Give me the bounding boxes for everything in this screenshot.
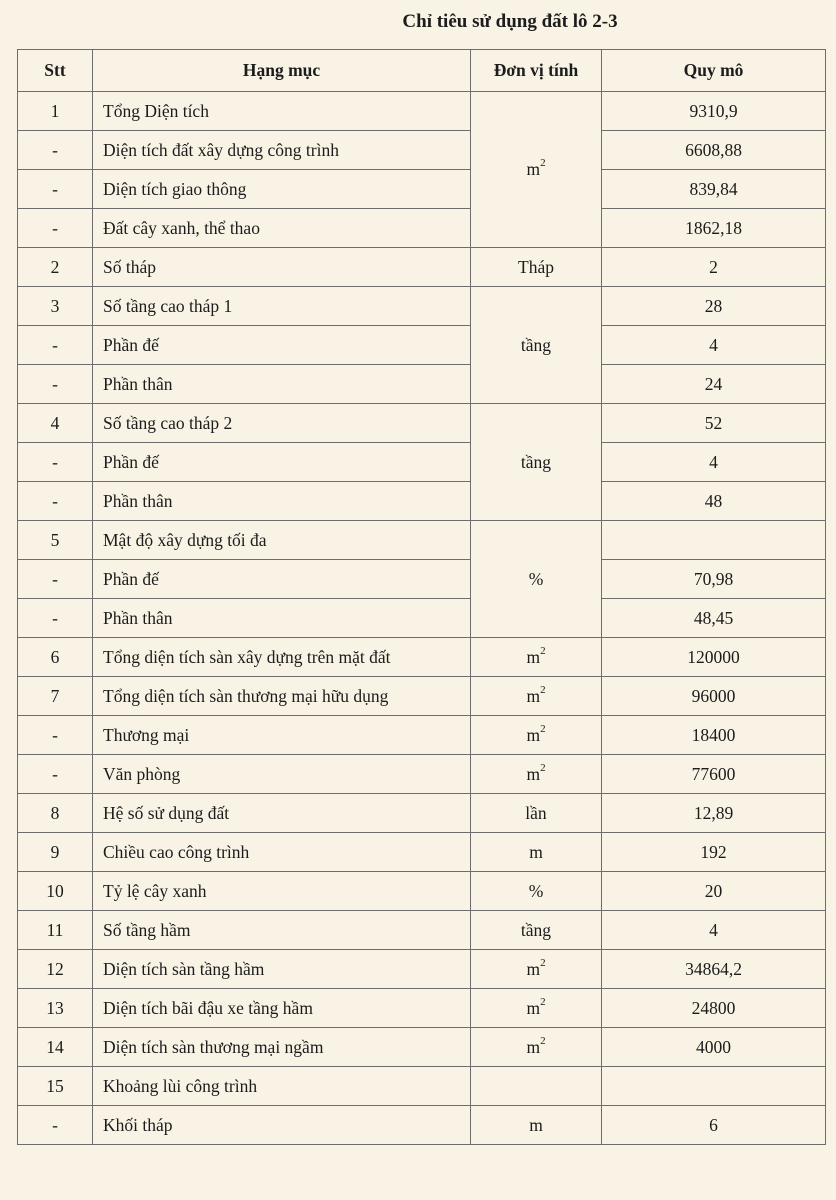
table-header-row (18, 50, 826, 92)
table-row (18, 950, 826, 989)
stt-cell: - (18, 599, 93, 638)
item-cell: Phần đế (93, 560, 471, 599)
item-cell: Số tầng hầm (93, 911, 471, 950)
item-cell: Diện tích sàn thương mại ngầm (93, 1028, 471, 1067)
unit-superscript: 2 (540, 1034, 546, 1047)
stt-cell: - (18, 131, 93, 170)
table-row (18, 794, 826, 833)
unit-text: m (526, 159, 541, 179)
stt-cell: 8 (18, 794, 93, 833)
stt-cell: - (18, 443, 93, 482)
item-cell: Phần thân (93, 365, 471, 404)
table-row (18, 755, 826, 794)
unit-text: m (526, 763, 541, 784)
unit-text: m (526, 646, 541, 667)
unit-superscript: 2 (540, 761, 546, 774)
item-cell: Phần thân (93, 482, 471, 521)
value-cell: 20 (602, 872, 826, 911)
unit-cell: Tháp (471, 248, 602, 287)
unit-cell (471, 1067, 602, 1106)
unit-text: m (526, 724, 541, 745)
land-use-table (17, 49, 826, 1145)
unit-cell (471, 1028, 602, 1067)
item-cell: Mật độ xây dựng tối đa (93, 521, 471, 560)
unit-cell: % (471, 521, 602, 638)
item-cell: Tổng diện tích sàn thương mại hữu dụng (93, 677, 471, 716)
table-row (18, 404, 826, 443)
unit-cell (471, 755, 602, 794)
value-cell (602, 1067, 826, 1106)
unit-cell: lần (471, 794, 602, 833)
table-row (18, 365, 826, 404)
item-cell: Khoảng lùi công trình (93, 1067, 471, 1106)
value-cell: 12,89 (602, 794, 826, 833)
item-cell: Diện tích sàn tầng hầm (93, 950, 471, 989)
unit-cell (471, 716, 602, 755)
value-cell: 96000 (602, 677, 826, 716)
stt-cell: 15 (18, 1067, 93, 1106)
table-row (18, 833, 826, 872)
stt-cell: 9 (18, 833, 93, 872)
stt-cell: - (18, 1106, 93, 1145)
item-cell: Diện tích bãi đậu xe tầng hầm (93, 989, 471, 1028)
unit-cell: m (471, 833, 602, 872)
stt-cell: 10 (18, 872, 93, 911)
stt-cell: - (18, 560, 93, 599)
table-row (18, 443, 826, 482)
stt-cell: - (18, 482, 93, 521)
value-cell: 4 (602, 911, 826, 950)
table-row (18, 677, 826, 716)
value-cell: 52 (602, 404, 826, 443)
header-stt: Stt (18, 50, 93, 92)
unit-cell: tầng (471, 911, 602, 950)
table-row (18, 131, 826, 170)
unit-cell (471, 92, 602, 248)
unit-cell: tầng (471, 404, 602, 521)
table-row (18, 209, 826, 248)
value-cell: 24800 (602, 989, 826, 1028)
value-cell: 1862,18 (602, 209, 826, 248)
value-cell: 4 (602, 326, 826, 365)
stt-cell: 3 (18, 287, 93, 326)
table-row (18, 872, 826, 911)
stt-cell: 4 (18, 404, 93, 443)
item-cell: Phần thân (93, 599, 471, 638)
unit-superscript: 2 (540, 644, 546, 657)
table-row (18, 326, 826, 365)
table-row (18, 1067, 826, 1106)
unit-cell (471, 677, 602, 716)
stt-cell: - (18, 326, 93, 365)
item-cell: Số tầng cao tháp 2 (93, 404, 471, 443)
unit-cell: % (471, 872, 602, 911)
stt-cell: - (18, 365, 93, 404)
value-cell: 24 (602, 365, 826, 404)
header-item: Hạng mục (93, 50, 471, 92)
unit-superscript: 2 (540, 995, 546, 1008)
stt-cell: 5 (18, 521, 93, 560)
stt-cell: 12 (18, 950, 93, 989)
stt-cell: 7 (18, 677, 93, 716)
table-row (18, 911, 826, 950)
value-cell: 4000 (602, 1028, 826, 1067)
item-cell: Hệ số sử dụng đất (93, 794, 471, 833)
table-row (18, 1106, 826, 1145)
unit-text: m (526, 1036, 541, 1057)
stt-cell: 6 (18, 638, 93, 677)
table-row (18, 521, 826, 560)
table-row (18, 482, 826, 521)
item-cell: Tỷ lệ cây xanh (93, 872, 471, 911)
value-cell: 48 (602, 482, 826, 521)
item-cell: Văn phòng (93, 755, 471, 794)
value-cell: 4 (602, 443, 826, 482)
item-cell: Số tầng cao tháp 1 (93, 287, 471, 326)
header-value: Quy mô (602, 50, 826, 92)
unit-cell: tầng (471, 287, 602, 404)
stt-cell: 13 (18, 989, 93, 1028)
stt-cell: 1 (18, 92, 93, 131)
unit-text: m (526, 997, 541, 1018)
unit-superscript: 2 (540, 683, 546, 696)
unit-cell (471, 638, 602, 677)
unit-text: m (526, 685, 541, 706)
unit-text: m (526, 958, 541, 979)
value-cell: 18400 (602, 716, 826, 755)
unit-cell: m (471, 1106, 602, 1145)
item-cell: Phần đế (93, 443, 471, 482)
table-row (18, 716, 826, 755)
item-cell: Tổng diện tích sàn xây dựng trên mặt đất (93, 638, 471, 677)
stt-cell: 2 (18, 248, 93, 287)
item-cell: Đất cây xanh, thể thao (93, 209, 471, 248)
unit-cell (471, 989, 602, 1028)
item-cell: Diện tích giao thông (93, 170, 471, 209)
value-cell: 48,45 (602, 599, 826, 638)
unit-superscript: 2 (540, 722, 546, 735)
table-title: Chỉ tiêu sử dụng đất lô 2-3 (402, 11, 618, 32)
value-cell: 192 (602, 833, 826, 872)
value-cell: 9310,9 (602, 92, 826, 131)
stt-cell: - (18, 170, 93, 209)
stt-cell: 11 (18, 911, 93, 950)
item-cell: Diện tích đất xây dựng công trình (93, 131, 471, 170)
value-cell (602, 521, 826, 560)
table-row (18, 92, 826, 131)
value-cell: 34864,2 (602, 950, 826, 989)
unit-cell (471, 950, 602, 989)
table-row (18, 1028, 826, 1067)
item-cell: Thương mại (93, 716, 471, 755)
value-cell: 2 (602, 248, 826, 287)
value-cell: 6 (602, 1106, 826, 1145)
table-row (18, 638, 826, 677)
value-cell: 839,84 (602, 170, 826, 209)
value-cell: 6608,88 (602, 131, 826, 170)
table-row (18, 560, 826, 599)
table-row (18, 287, 826, 326)
table-row (18, 599, 826, 638)
stt-cell: - (18, 209, 93, 248)
value-cell: 120000 (602, 638, 826, 677)
stt-cell: - (18, 755, 93, 794)
item-cell: Chiều cao công trình (93, 833, 471, 872)
item-cell: Số tháp (93, 248, 471, 287)
table-row (18, 170, 826, 209)
value-cell: 28 (602, 287, 826, 326)
unit-superscript: 2 (540, 157, 546, 170)
table-row (18, 989, 826, 1028)
stt-cell: 14 (18, 1028, 93, 1067)
stt-cell: - (18, 716, 93, 755)
header-unit: Đơn vị tính (471, 50, 602, 92)
item-cell: Tổng Diện tích (93, 92, 471, 131)
item-cell: Khối tháp (93, 1106, 471, 1145)
unit-superscript: 2 (540, 956, 546, 969)
table-row (18, 248, 826, 287)
value-cell: 77600 (602, 755, 826, 794)
value-cell: 70,98 (602, 560, 826, 599)
item-cell: Phần đế (93, 326, 471, 365)
